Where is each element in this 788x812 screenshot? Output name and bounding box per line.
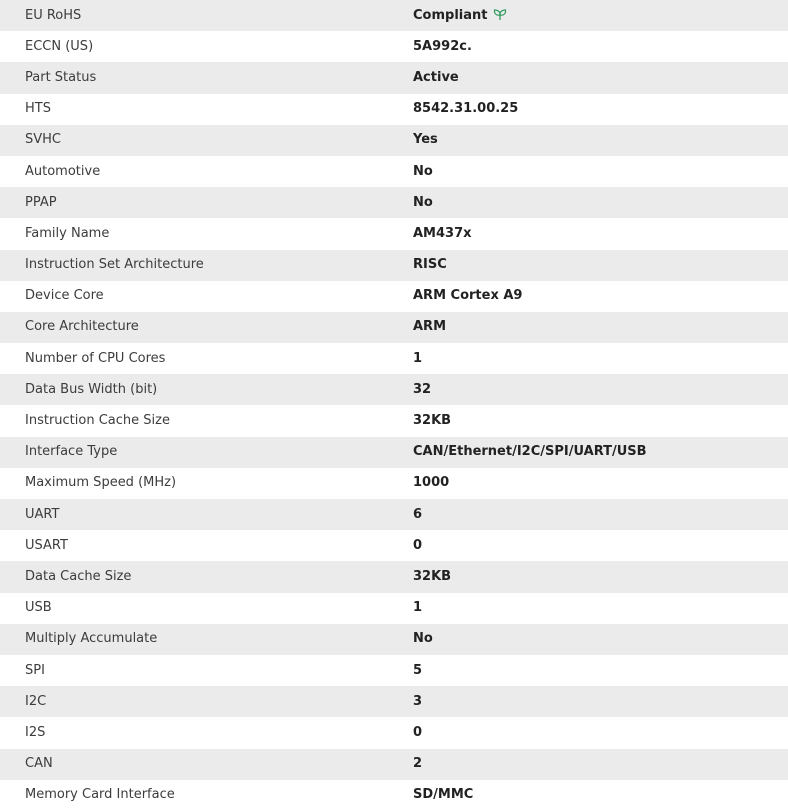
spec-value: 5A992c. bbox=[413, 38, 472, 54]
spec-value bbox=[413, 0, 788, 31]
table-row bbox=[0, 405, 788, 436]
table-row bbox=[0, 780, 788, 811]
spec-value: Yes bbox=[413, 132, 438, 148]
spec-label: Interface Type bbox=[25, 444, 118, 460]
table-row bbox=[0, 717, 788, 748]
spec-label: I2C bbox=[25, 693, 47, 709]
spec-label: Instruction Set Architecture bbox=[25, 257, 204, 273]
table-row bbox=[0, 250, 788, 281]
spec-label: SPI bbox=[25, 662, 45, 678]
spec-label: UART bbox=[25, 506, 60, 522]
spec-label: USART bbox=[25, 537, 68, 553]
table-row bbox=[0, 312, 788, 343]
spec-label: Memory Card Interface bbox=[25, 787, 175, 803]
table-row bbox=[0, 94, 788, 125]
table-row bbox=[0, 530, 788, 561]
table-row bbox=[0, 156, 788, 187]
spec-label: SVHC bbox=[25, 132, 61, 148]
spec-value: ARM Cortex A9 bbox=[413, 288, 523, 304]
spec-value: 32 bbox=[413, 381, 432, 397]
spec-label: ECCN (US) bbox=[25, 38, 94, 54]
spec-label: Maximum Speed (MHz) bbox=[25, 475, 177, 491]
spec-label: Data Cache Size bbox=[25, 568, 132, 584]
spec-value: No bbox=[413, 163, 433, 179]
spec-value: No bbox=[413, 631, 433, 647]
spec-label: Automotive bbox=[25, 163, 101, 179]
spec-value: 3 bbox=[413, 693, 423, 709]
spec-label: EU RoHS bbox=[25, 7, 82, 23]
table-row bbox=[0, 0, 788, 31]
table-row bbox=[0, 655, 788, 686]
leaf-icon bbox=[493, 9, 507, 21]
spec-label: Number of CPU Cores bbox=[25, 350, 166, 366]
spec-value: ARM bbox=[413, 319, 447, 335]
table-row bbox=[0, 561, 788, 592]
spec-value: 0 bbox=[413, 537, 423, 553]
table-row bbox=[0, 281, 788, 312]
spec-label: I2S bbox=[25, 724, 46, 740]
spec-value: 5 bbox=[413, 662, 423, 678]
spec-value: 1 bbox=[413, 350, 423, 366]
spec-value: RISC bbox=[413, 257, 447, 273]
spec-value: 8542.31.00.25 bbox=[413, 101, 519, 117]
table-row bbox=[0, 624, 788, 655]
spec-label: USB bbox=[25, 600, 52, 616]
spec-value: CAN/Ethernet/I2C/SPI/UART/USB bbox=[413, 444, 647, 460]
spec-value: 6 bbox=[413, 506, 423, 522]
spec-label: HTS bbox=[25, 101, 51, 117]
spec-label: Data Bus Width (bit) bbox=[25, 381, 158, 397]
spec-value: Active bbox=[413, 69, 459, 85]
spec-value: No bbox=[413, 194, 433, 210]
table-row bbox=[0, 62, 788, 93]
spec-label: Core Architecture bbox=[25, 319, 139, 335]
spec-value: AM437x bbox=[413, 225, 472, 241]
spec-label: Instruction Cache Size bbox=[25, 413, 170, 429]
table-row bbox=[0, 499, 788, 530]
spec-value: 1000 bbox=[413, 475, 450, 491]
spec-value: 0 bbox=[413, 724, 423, 740]
spec-label: Part Status bbox=[25, 69, 97, 85]
table-row bbox=[0, 468, 788, 499]
table-row bbox=[0, 125, 788, 156]
spec-label: PPAP bbox=[25, 194, 57, 210]
spec-value: 1 bbox=[413, 600, 423, 616]
table-row bbox=[0, 593, 788, 624]
spec-value: 2 bbox=[413, 756, 423, 772]
spec-value: SD/MMC bbox=[413, 787, 474, 803]
spec-label: Device Core bbox=[25, 288, 104, 304]
table-row bbox=[0, 187, 788, 218]
spec-value: 32KB bbox=[413, 413, 452, 429]
table-row bbox=[0, 343, 788, 374]
table-row bbox=[0, 686, 788, 717]
spec-label: Family Name bbox=[25, 225, 110, 241]
table-row bbox=[0, 749, 788, 780]
table-row bbox=[0, 31, 788, 62]
table-row bbox=[0, 374, 788, 405]
spec-label: Multiply Accumulate bbox=[25, 631, 158, 647]
spec-value: 32KB bbox=[413, 568, 452, 584]
spec-value-text: Compliant bbox=[413, 7, 488, 23]
table-row bbox=[0, 437, 788, 468]
spec-label: CAN bbox=[25, 756, 53, 772]
table-row bbox=[0, 218, 788, 249]
